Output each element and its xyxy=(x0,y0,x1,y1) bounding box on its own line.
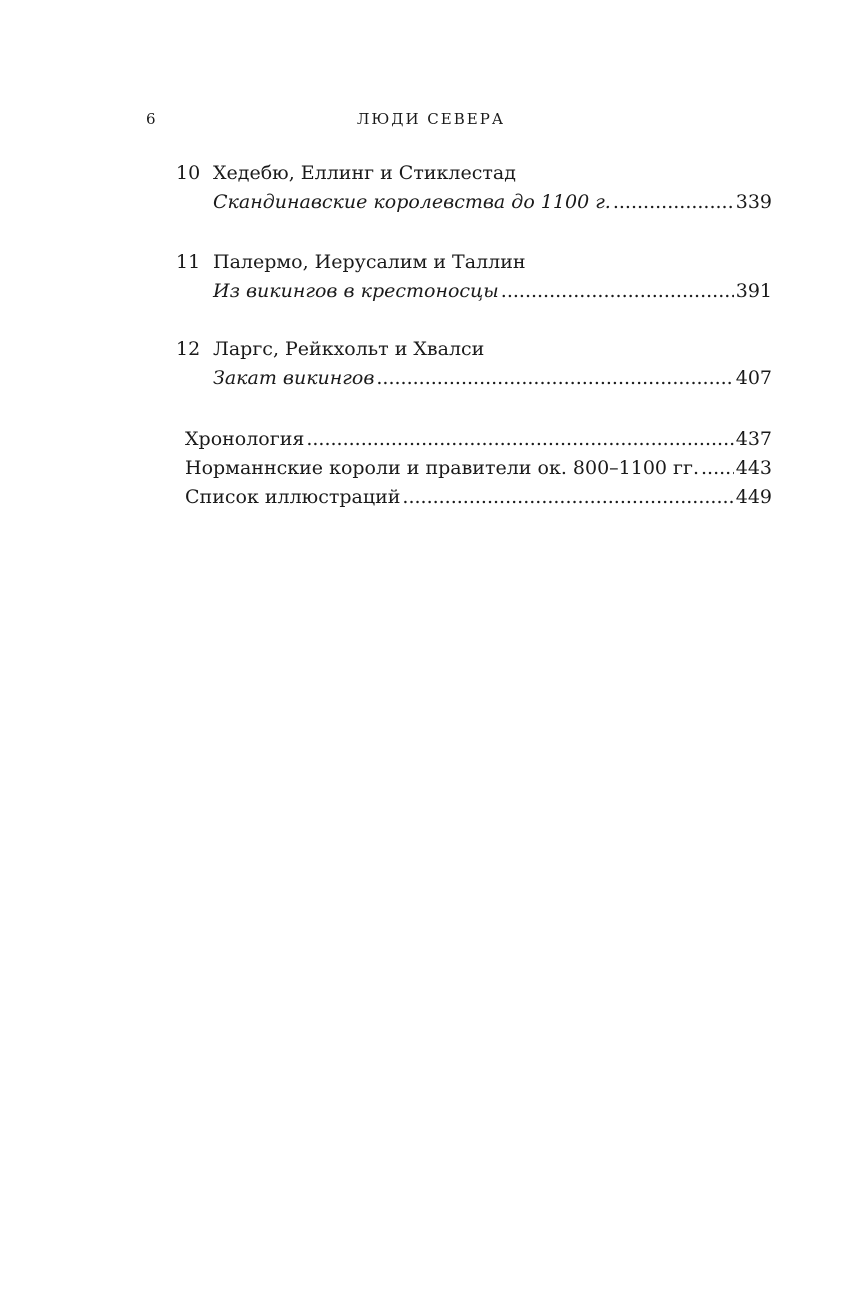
chapter-subtitle: Скандинавские королевства до 1100 г. xyxy=(213,191,611,213)
toc-chapter-10 xyxy=(176,159,772,217)
back-matter-entry xyxy=(185,483,772,512)
chapter-number: 11 xyxy=(176,251,201,273)
dot-leader xyxy=(376,363,733,393)
dot-leader xyxy=(306,425,733,454)
chapter-page-number: 391 xyxy=(735,280,772,302)
back-matter-page-number: 443 xyxy=(735,457,772,479)
dot-leader xyxy=(402,483,733,512)
chapter-number: 12 xyxy=(176,338,201,360)
page-number: 6 xyxy=(146,110,157,128)
toc-chapter-11 xyxy=(176,248,772,306)
toc-back-matter xyxy=(185,425,772,512)
back-matter-title: Хронология xyxy=(185,428,305,450)
chapter-number: 10 xyxy=(176,162,201,184)
back-matter-title: Норманнские короли и правители ок. 800–1100 гг. xyxy=(185,457,700,479)
running-head: ЛЮДИ СЕВЕРА xyxy=(356,110,506,128)
dot-leader xyxy=(613,187,734,217)
chapter-title-line xyxy=(176,248,772,276)
chapter-title: Ларгс, Рейкхольт и Хвалси xyxy=(213,338,485,360)
chapter-title-line xyxy=(176,335,772,363)
chapter-subtitle: Закат викингов xyxy=(213,367,375,389)
chapter-subtitle-line xyxy=(213,276,772,306)
chapter-title: Палермо, Иерусалим и Таллин xyxy=(213,251,526,273)
chapter-page-number: 407 xyxy=(735,367,772,389)
chapter-page-number: 339 xyxy=(735,191,772,213)
dot-leader xyxy=(701,454,734,483)
chapter-subtitle-line xyxy=(213,363,772,393)
toc-chapter-12 xyxy=(176,335,772,393)
chapter-title-line xyxy=(176,159,772,187)
chapter-subtitle-line xyxy=(213,187,772,217)
back-matter-entry xyxy=(185,454,772,483)
back-matter-page-number: 437 xyxy=(735,428,772,450)
back-matter-page-number: 449 xyxy=(735,486,772,508)
dot-leader xyxy=(501,276,734,306)
chapter-title: Хедебю, Еллинг и Стиклестад xyxy=(213,162,516,184)
chapter-subtitle: Из викингов в крестоносцы xyxy=(213,280,499,302)
back-matter-title: Список иллюстраций xyxy=(185,486,401,508)
back-matter-entry xyxy=(185,425,772,454)
